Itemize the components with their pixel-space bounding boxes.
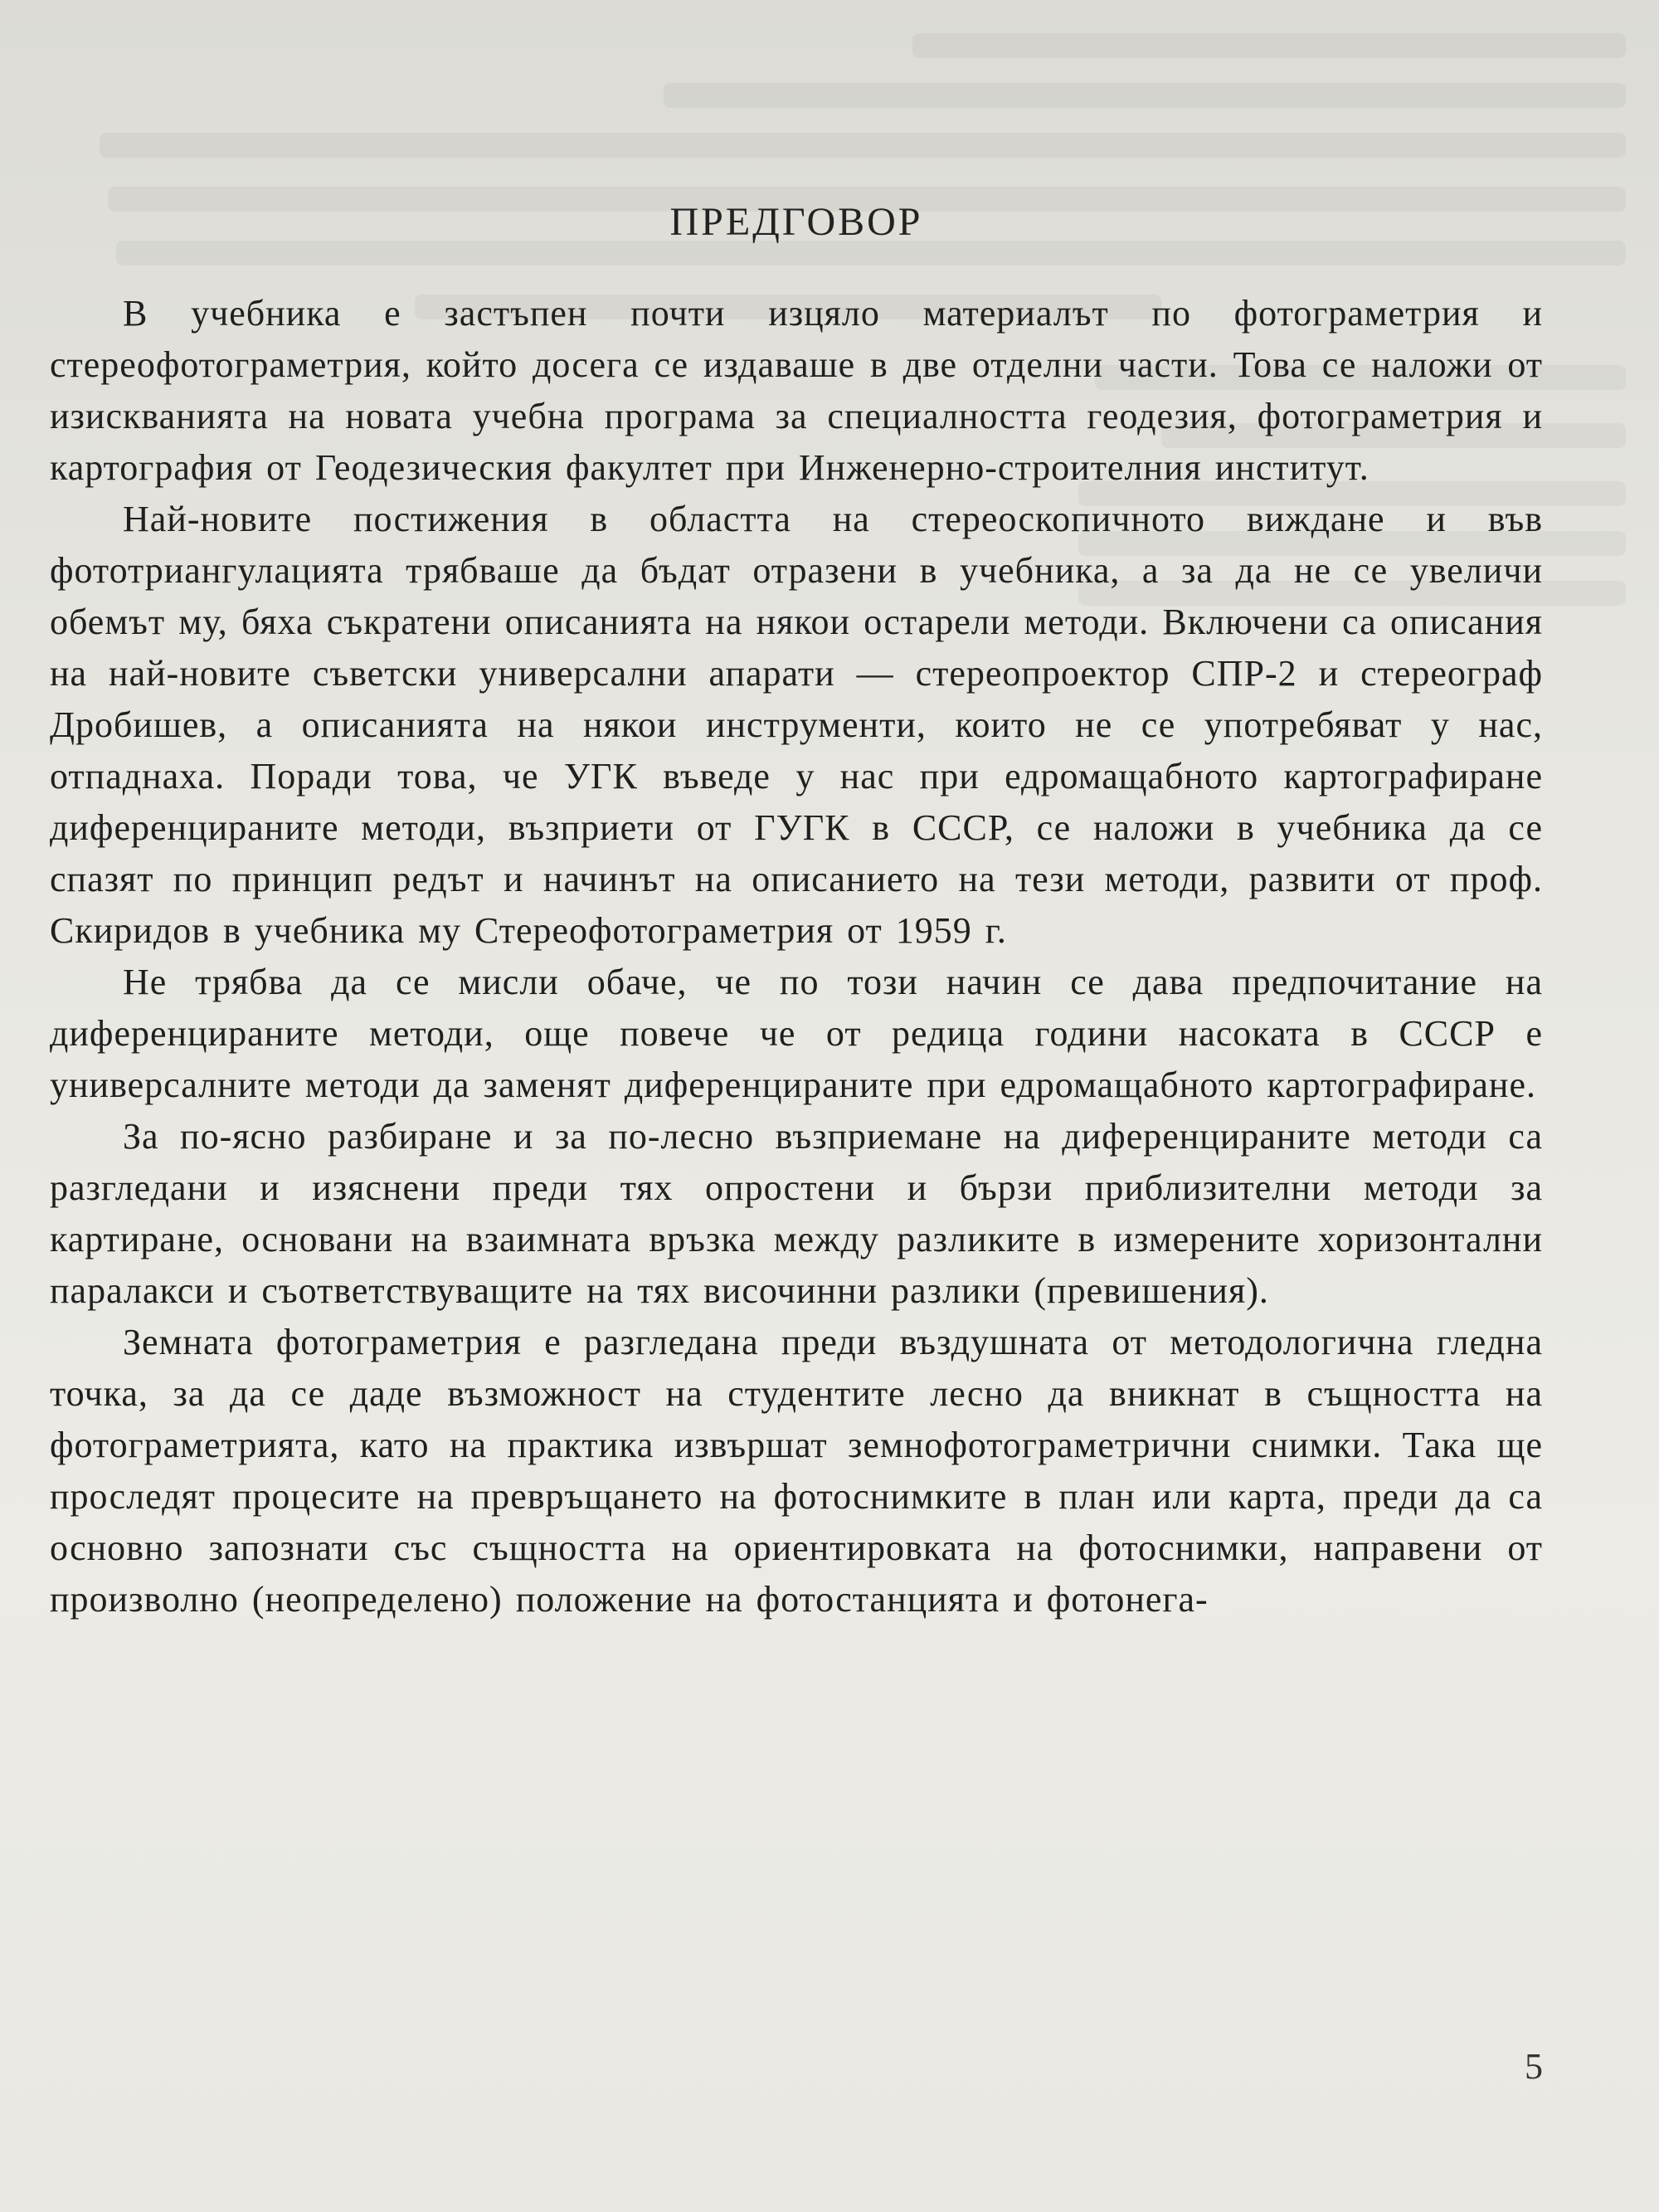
- paragraph-1: В учебника е застъпен почти изцяло материалът по фотограметрия и стереофотограметрия, който досега се издаваше в две отделни части. Това се наложи от изискванията на новата учебна програма за специалността геодезия, фотограметрия и картография от Геодезическия факултет при Инженерно-строителния институт.: [50, 293, 1543, 488]
- paragraph-3: Не трябва да се мисли обаче, че по този начин се дава предпочитание на диференцираните методи, още повече че от редица години насоката в СССР е универсалните методи да заменят диференцираните при едромащабното картографиране.: [50, 962, 1543, 1105]
- paragraph-5: Земната фотограметрия е разгледана преди въздушната от методологична гледна точка, за да се даде възможност на студентите лесно да вникнат в същността на фотограметрията, като на практика извършат земнофотограметрични снимки. Така ще проследят процесите на превръщането на фотоснимките в план или карта, преди да са основно запознати със същността на ориентировката на фотоснимки, направени от произволно (неопределено) положение на фотостанцията и фотонега-: [50, 1322, 1543, 1620]
- page-title: ПРЕДГОВОР: [669, 200, 923, 244]
- page-number: 5: [1525, 2046, 1543, 2087]
- page-content: [50, 199, 1543, 1625]
- paragraph-4: За по-ясно разбиране и за по-лесно възприемане на диференцираните методи са разгледани и изяснени преди тях опростени и бързи приблизителни методи за картиране, основани на взаимната връзка между разликите в измерените хоризонтални паралакси и съответствуващите на тях височинни разлики (превишения).: [50, 1116, 1543, 1311]
- paragraph-2: Най-новите постижения в областта на стереоскопичното виждане и във фототриангулацията трябваше да бъдат отразени в учебника, а за да не се увеличи обемът му, бяха съкратени описанията на някои остарели методи. Включени са описания на най-новите съветски универсални апарати — стереопроектор СПР-2 и стереограф Дробишев, а описанията на някои инструменти, които не се употребяват у нас, отпаднаха. Поради това, че УГК въведе у нас при едромащабното картографиране диференцираните методи, възприети от ГУГК в СССР, се наложи в учебника да се спазят по принцип редът и начинът на описанието на тези методи, развити от проф. Скиридов в учебника му Стереофотограметрия от 1959 г.: [50, 499, 1543, 951]
